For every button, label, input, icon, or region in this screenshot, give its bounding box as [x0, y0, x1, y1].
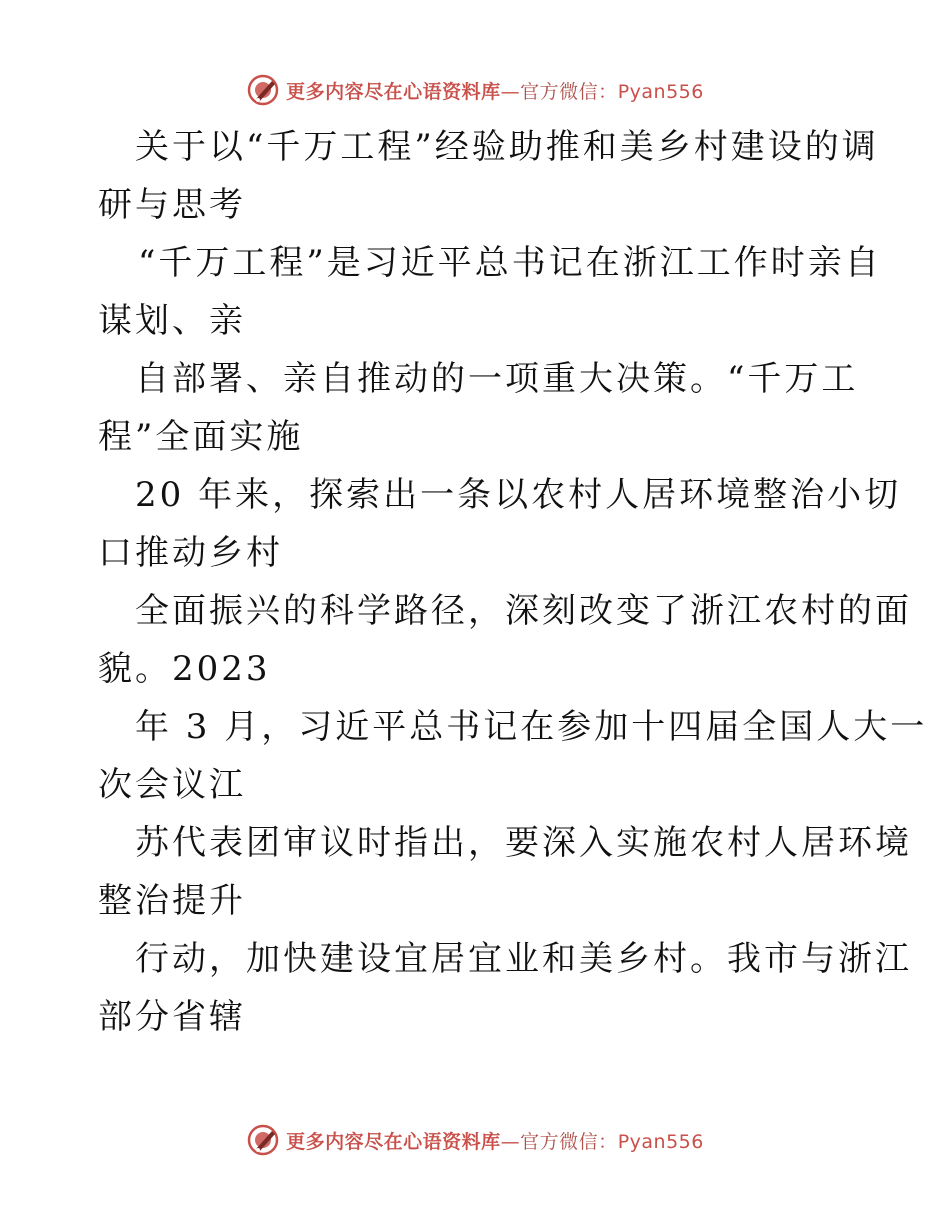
watermark-handle: Pyan556: [617, 1130, 704, 1153]
watermark-site: 更多内容尽在心语资料库: [286, 80, 501, 103]
text-line: 程”全面实施: [98, 417, 304, 457]
footer-watermark: [0, 1120, 950, 1160]
text-line: 全面振兴的科学路径，深刻改变了浙江农村的面: [135, 591, 912, 631]
text-line: 貌。2023: [98, 649, 271, 689]
text-line: 次会议江: [98, 765, 246, 805]
watermark-text: [286, 77, 704, 104]
watermark-dash: —: [500, 1130, 521, 1153]
text-line: 20 年来，探索出一条以农村人居环境整治小切: [135, 475, 902, 515]
text-line: 关于以“千万工程”经验助推和美乡村建设的调: [135, 127, 879, 167]
watermark-dash: —: [500, 80, 521, 103]
document-body: [98, 118, 928, 1046]
header-watermark: [0, 70, 950, 110]
text-line: 谋划、亲: [98, 301, 246, 341]
text-line: 行动，加快建设宜居宜业和美乡村。我市与浙江: [135, 939, 912, 979]
text-line: 研与思考: [98, 185, 246, 225]
text-line: 整治提升: [98, 881, 246, 921]
watermark-handle: Pyan556: [617, 80, 704, 103]
text-line: 自部署、亲自推动的一项重大决策。“千万工: [135, 359, 859, 399]
watermark-official: 官方微信：: [520, 1130, 618, 1153]
text-line: 年 3 月，习近平总书记在参加十四届全国人大一: [135, 707, 928, 747]
pen-logo-icon: [246, 73, 280, 107]
text-line: 部分省辖: [98, 997, 246, 1037]
watermark-site: 更多内容尽在心语资料库: [286, 1130, 501, 1153]
pen-logo-icon: [246, 1123, 280, 1157]
text-line: 苏代表团审议时指出，要深入实施农村人居环境: [135, 823, 912, 863]
watermark-text: [286, 1127, 704, 1154]
text-line: 口推动乡村: [98, 533, 283, 573]
watermark-official: 官方微信：: [520, 80, 618, 103]
text-line: “千万工程”是习近平总书记在浙江工作时亲自: [138, 243, 882, 283]
